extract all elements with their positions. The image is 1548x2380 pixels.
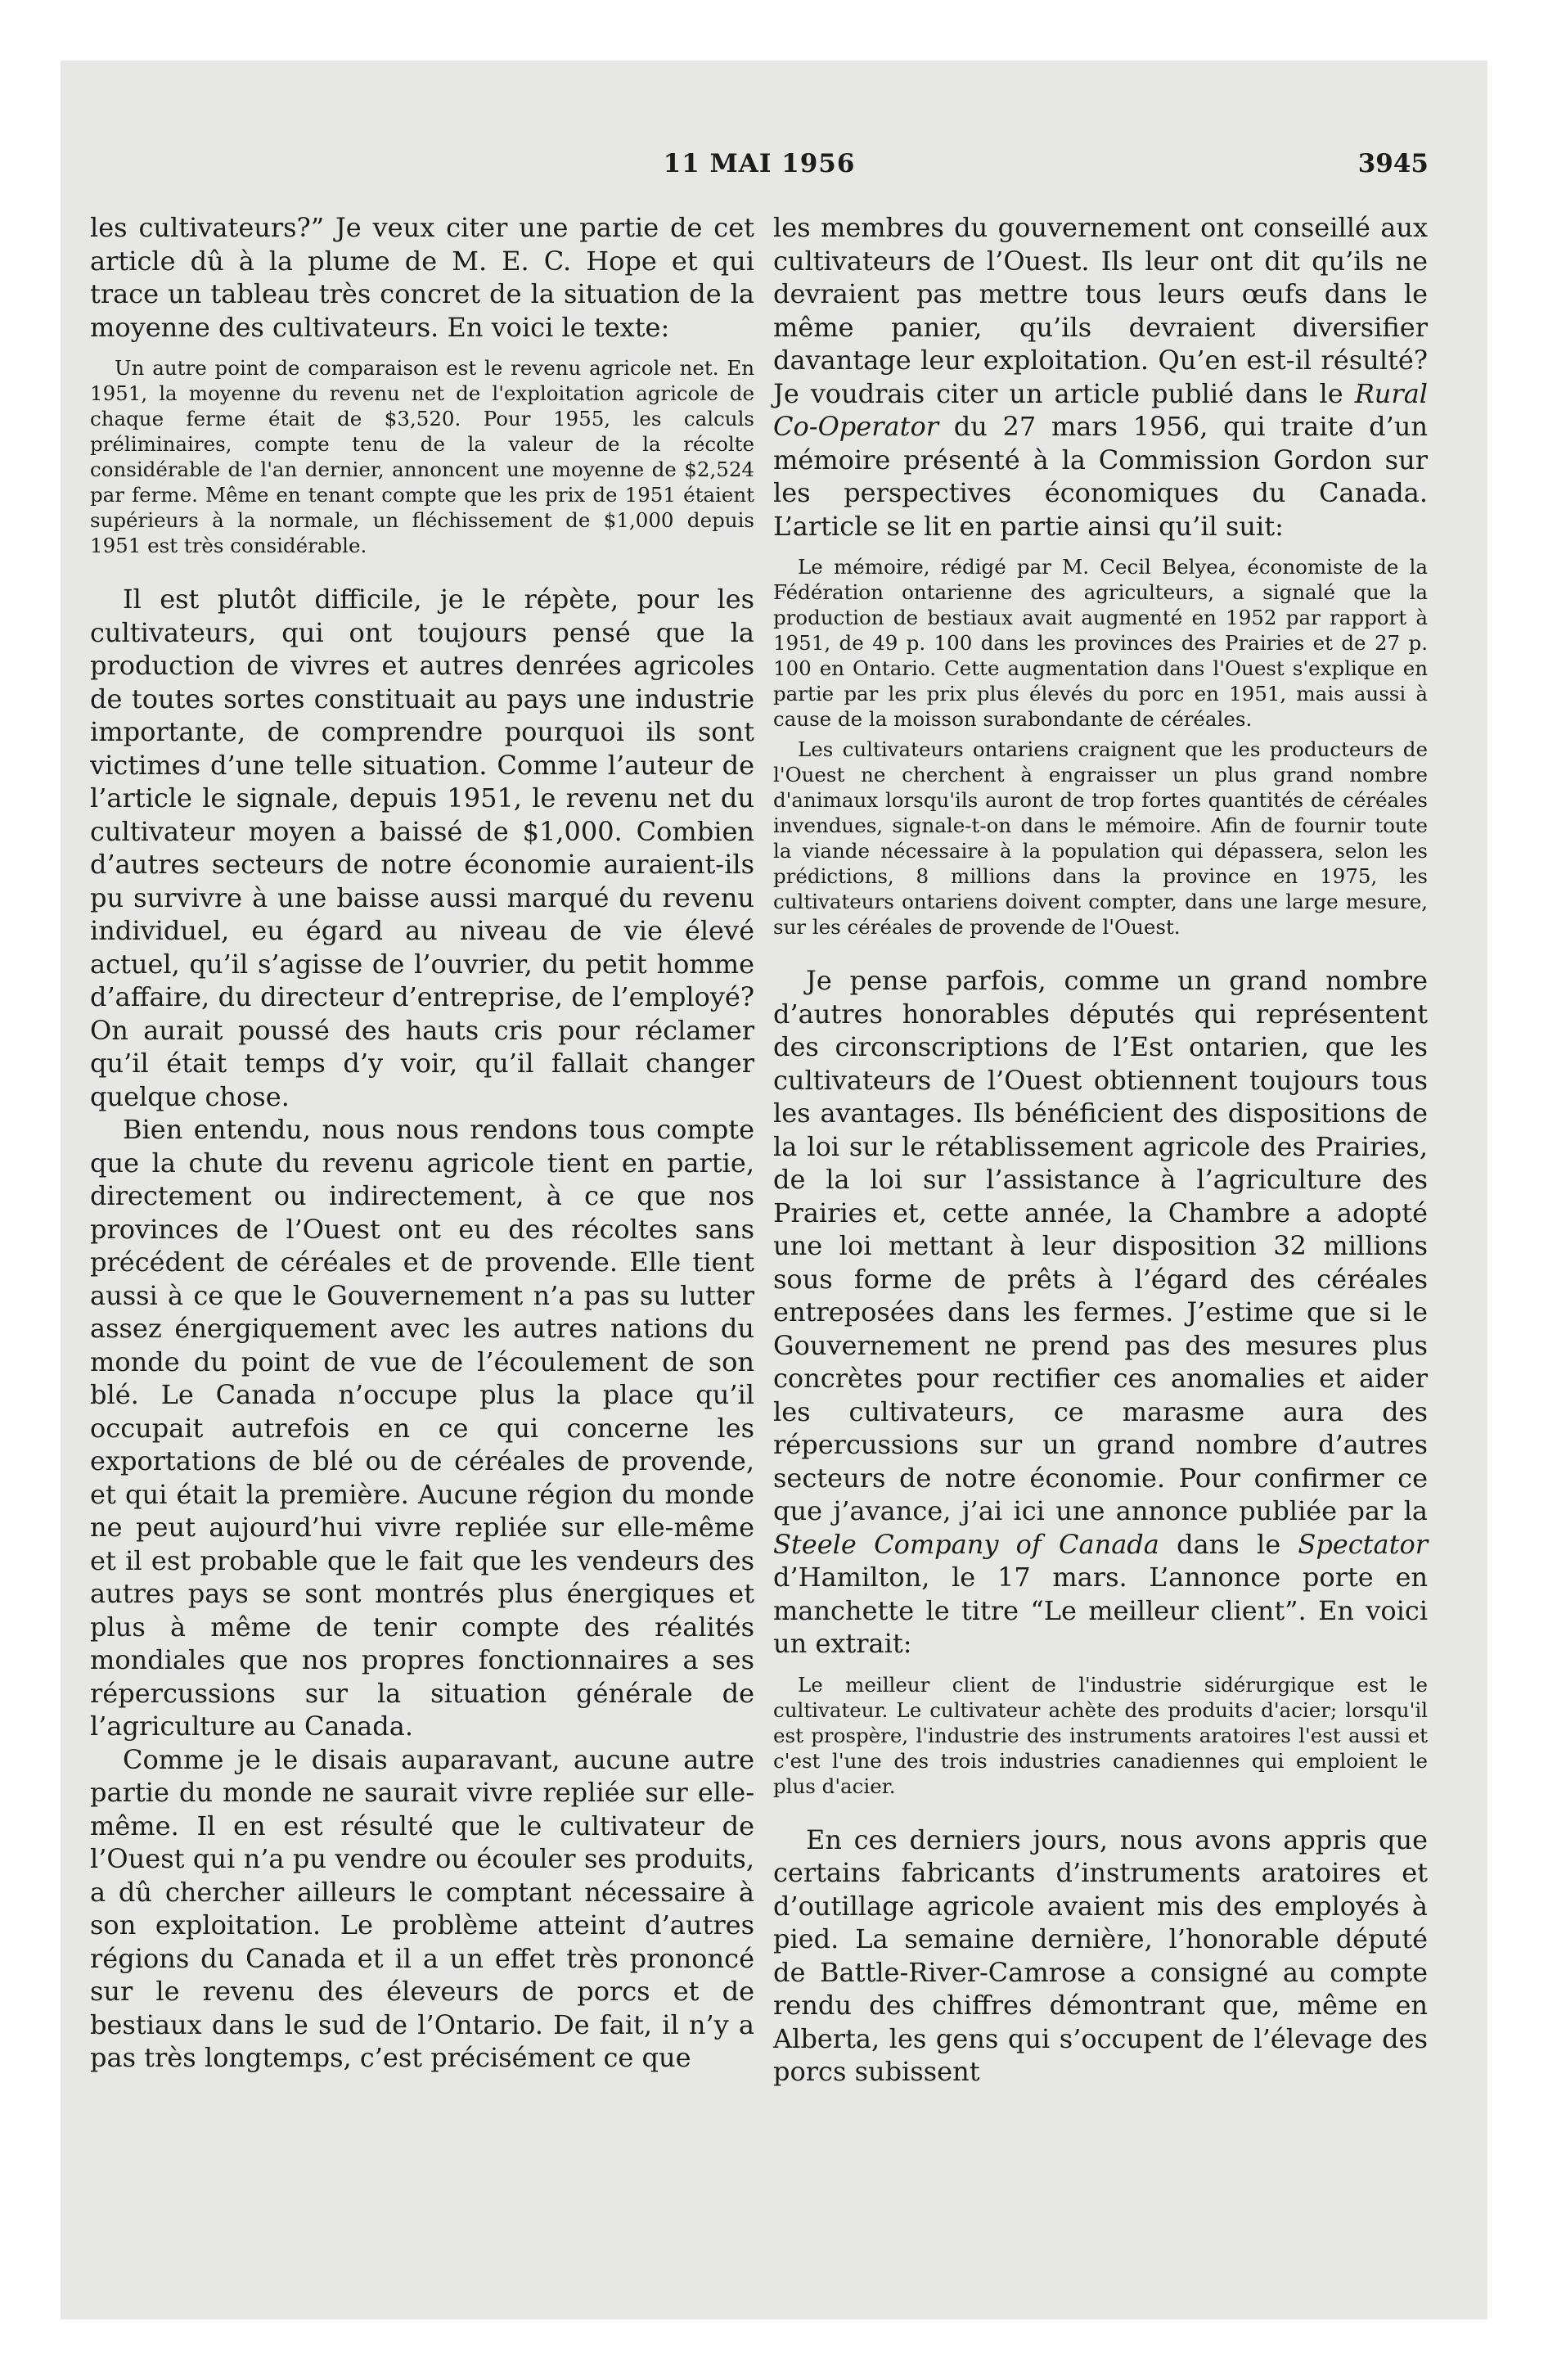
block-quote: [773, 737, 1428, 940]
paragraph: Bien entendu, nous nous rendons tous compte que la chute du revenu agricole tient en partie, directement ou indirectement, à ce que nos provinces de l’Ouest ont eu des récoltes sans précédent de céréales et de provende. Elle tient aussi à ce que le Gouvernement n’a pas su lutter assez énergiquement avec les autres nations du monde du point de vue de l’écoulement de son blé. Le Canada n’occupe plus la place qu’il occupait autrefois en ce qui concerne les exportations de blé ou de céréales de provende, et qui était la première. Aucune région du monde ne peut aujourd’hui vivre repliée sur elle-même et il est probable que le fait que les vendeurs des autres pays se sont montrés plus énergiques et plus à même de tenir compte des réalités mondiales que nos propres fonctionnaires a ses répercussions sur la situation générale de l’agriculture au Canada.: [90, 1114, 754, 1742]
page-number: 3945: [1357, 149, 1429, 178]
paragraph: Comme je le disais auparavant, aucune autre partie du monde ne saurait vivre repliée sur elle-même. Il en est résulté que le cultivateur de l’Ouest qui n’a pu vendre ou écouler ses produits, a dû chercher ailleurs le comptant nécessaire à son exploitation. Le problème atteint d’autres régions du Canada et il a un effet très prononcé sur le revenu des éleveurs de porcs et de bestiaux dans le sud de l’Ontario. De fait, il n’y a pas très longtemps, c’est précisément ce que: [90, 1743, 754, 2073]
publication-title: Spectator: [1298, 1528, 1429, 1560]
paragraph-text: les membres du gouvernement ont conseillé aux cultivateurs de l’Ouest. Ils leur ont dit qu’ils ne devraient pas mettre tous leurs œufs dans le même panier, qu’ils devraient diversifier davantage leur exploitation. Qu’en est-il résulté? Je voudrais citer un article publié dans le: [773, 212, 1428, 409]
quote-text: Le meilleur client de l'industrie sidérurgique est le cultivateur. Le cultivateur achète des produits d'acier; lorsqu'il est prospère, l'industrie des instruments aratoires l'est aussi et c'est l'une des trois industries canadiennes qui emploient le plus d'acier.: [773, 1672, 1428, 1798]
paragraph-text: d’Hamilton, le 17 mars. L’annonce porte en manchette le titre “Le meilleur client”. En voici un extrait:: [773, 1562, 1428, 1659]
left-column: [90, 211, 754, 2075]
publication-title: Rural Co-Operator: [773, 377, 1428, 442]
page-date: 11 MAI 1956: [663, 149, 856, 178]
block-quote: [773, 554, 1428, 732]
right-column: [773, 211, 1428, 2089]
paragraph: En ces derniers jours, nous avons appris que certains fabricants d’instruments aratoires et d’outillage agricole avaient mis des employés à pied. La semaine dernière, l’honorable député de Battle-River-Camrose a consigné au compte rendu des chiffres démontrant que, même en Alberta, les gens qui s’occupent de l’élevage des porcs subissent: [773, 1823, 1428, 2087]
quote-text: Un autre point de comparaison est le revenu agricole net. En 1951, la moyenne du revenu net de l'exploitation agricole de chaque ferme était de $3,520. Pour 1955, les calculs préliminaires, compte tenu de la valeur de la récolte considérable de l'an dernier, annoncent une moyenne de $2,524 par ferme. Même en tenant compte que les prix de 1951 étaient supérieurs à la normale, un fléchissement de $1,000 depuis 1951 est très considérable.: [90, 356, 754, 557]
paragraph: [773, 211, 1428, 543]
company-name: Steele Company of Canada: [773, 1528, 1159, 1560]
paragraph-text: dans le: [1159, 1528, 1298, 1560]
paragraph-text: du 27 mars 1956, qui traite d’un mémoire présenté à la Commission Gordon sur les perspectives économiques du Canada. L’article se lit en partie ainsi qu’il suit:: [773, 411, 1428, 542]
paragraph: les cultivateurs?” Je veux citer une partie de cet article dû à la plume de M. E. C. Hope et qui trace un tableau très concret de la situation de la moyenne des cultivateurs. En voici le texte:: [90, 212, 754, 343]
block-quote: [90, 355, 754, 558]
paragraph: [773, 964, 1428, 1661]
page-header: [90, 149, 1429, 190]
paragraph-text: Je pense parfois, comme un grand nombre d’autres honorables députés qui représentent des circonscriptions de l’Est ontarien, que les cultivateurs de l’Ouest obtiennent toujours tous les avantages. Ils bénéficient des dispositions de la loi sur le rétablissement agricole des Prairies, de la loi sur l’assistance à l’agriculture des Prairies et, cette année, la Chambre a adopté une loi mettant à leur disposition 32 millions sous forme de prêts à l’égard des céréales entreposées dans les fermes. J’estime que si le Gouvernement ne prend pas des mesures plus concrètes pour rectifier ces anomalies et aider les cultivateurs, ce marasme aura des répercussions sur un grand nombre d’autres secteurs de notre économie. Pour confirmer ce que j’avance, j’ai ici une annonce publiée par la: [773, 965, 1428, 1526]
paragraph: Il est plutôt difficile, je le répète, pour les cultivateurs, qui ont toujours pensé que la production de vivres et autres denrées agricoles de toutes sortes constituait au pays une industrie importante, de comprendre pourquoi ils sont victimes d’une telle situation. Comme l’auteur de l’article le signale, depuis 1951, le revenu net du cultivateur moyen a baissé de $1,000. Combien d’autres secteurs de notre économie auraient-ils pu survivre à une baisse aussi marqué du revenu individuel, eu égard au niveau de vie élevé actuel, qu’il s’agisse de l’ouvrier, du petit homme d’affaire, du directeur d’entreprise, de l’employé? On aurait poussé des hauts cris pour réclamer qu’il était temps d’y voir, qu’il fallait changer quelque chose.: [90, 584, 754, 1112]
quote-text: Le mémoire, rédigé par M. Cecil Belyea, économiste de la Fédération ontarienne des agriculteurs, a signalé que la production de bestiaux avait augmenté en 1952 par rapport à 1951, de 49 p. 100 dans les provinces des Prairies et de 27 p. 100 en Ontario. Cette augmentation dans l'Ouest s'explique en partie par les prix plus élevés du porc en 1951, mais aussi à cause de la moisson surabondante de céréales.: [773, 555, 1428, 731]
block-quote: [773, 1672, 1428, 1799]
quote-text: Les cultivateurs ontariens craignent que les producteurs de l'Ouest ne cherchent à engraisser un plus grand nombre d'animaux lorsqu'ils auront de trop fortes quantités de céréales invendues, signale-t-on dans le mémoire. Afin de fournir toute la viande nécessaire à la population qui dépassera, selon les prédictions, 8 millions dans la province en 1975, les cultivateurs ontariens doivent compter, dans une large mesure, sur les céréales de provende de l'Ouest.: [773, 737, 1428, 939]
